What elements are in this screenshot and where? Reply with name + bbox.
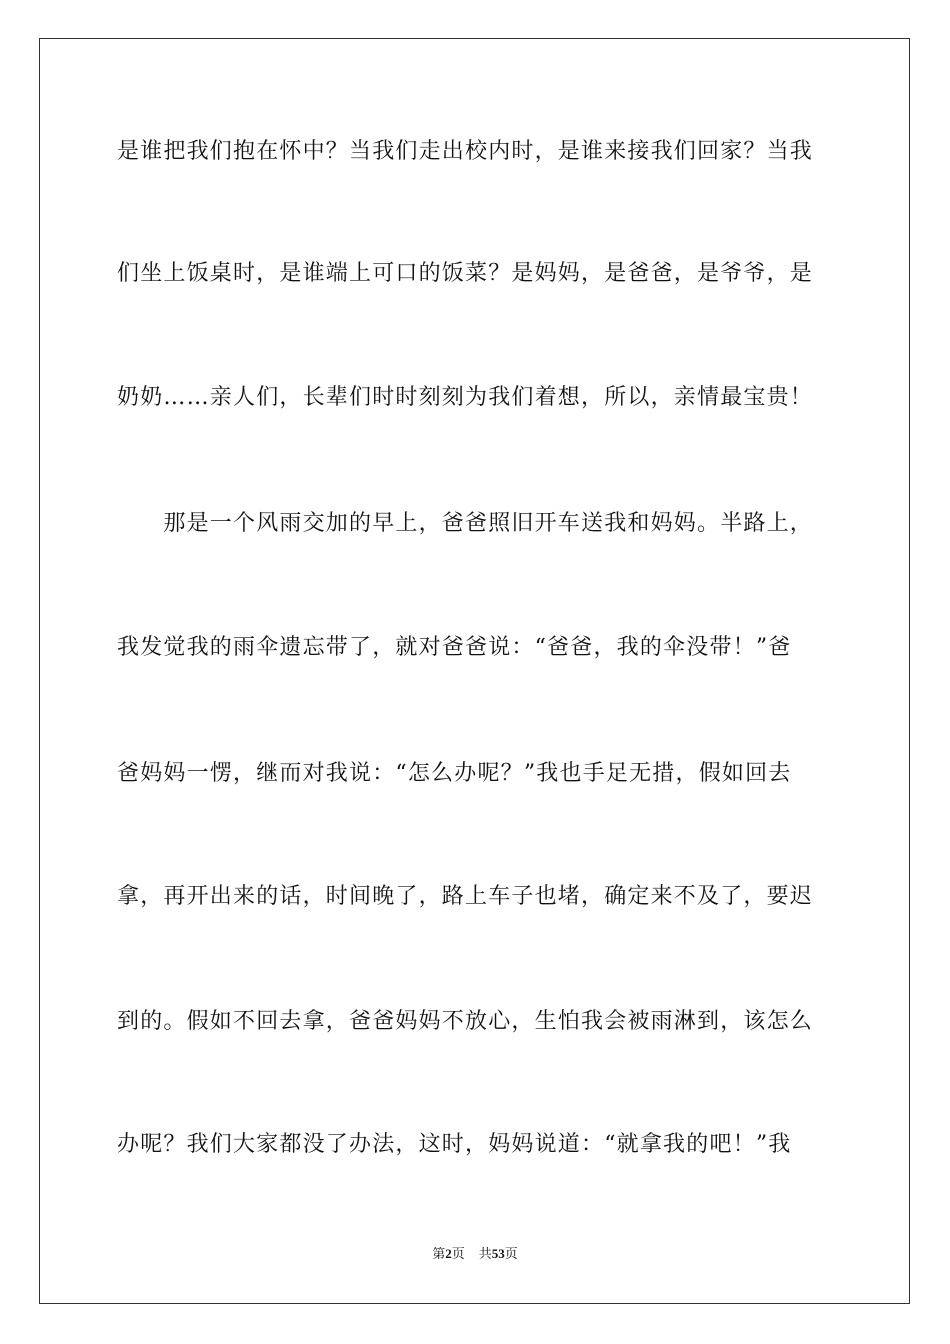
text-line: 拿，再开出来的话，时间晚了，路上车子也堵，确定来不及了，要迟 (117, 884, 814, 909)
text-line: 我发觉我的雨伞遗忘带了，就对爸爸说：“爸爸，我的伞没带！”爸 (117, 635, 792, 660)
page-suffix: 页 (451, 1247, 465, 1262)
total-pages-number: 53 (491, 1246, 505, 1261)
text-line: 爸妈妈一愣，继而对我说：“怎么办呢？”我也手足无措，假如回去 (117, 761, 792, 786)
current-page-number: 2 (445, 1246, 452, 1261)
total-suffix: 页 (504, 1247, 518, 1262)
total-prefix: 共 (478, 1247, 492, 1262)
text-line: 奶奶……亲人们，长辈们时时刻刻为我们着想，所以，亲情最宝贵！ (117, 385, 814, 410)
paragraph-start-line: 那是一个风雨交加的早上，爸爸照旧开车送我和妈妈。半路上， (117, 511, 814, 536)
text-line: 办呢？我们大家都没了办法，这时，妈妈说道：“就拿我的吧！”我 (117, 1132, 792, 1157)
text-line: 们坐上饭桌时，是谁端上可口的饭菜？是妈妈，是爸爸，是爷爷，是 (117, 261, 814, 286)
text-line: 是谁把我们抱在怀中？当我们走出校内时，是谁来接我们回家？当我 (117, 139, 814, 164)
page-border (39, 38, 910, 1304)
page-footer (0, 1245, 950, 1264)
text-line: 到的。假如不回去拿，爸爸妈妈不放心，生怕我会被雨淋到，该怎么 (117, 1009, 814, 1034)
page-prefix: 第 (432, 1247, 446, 1262)
